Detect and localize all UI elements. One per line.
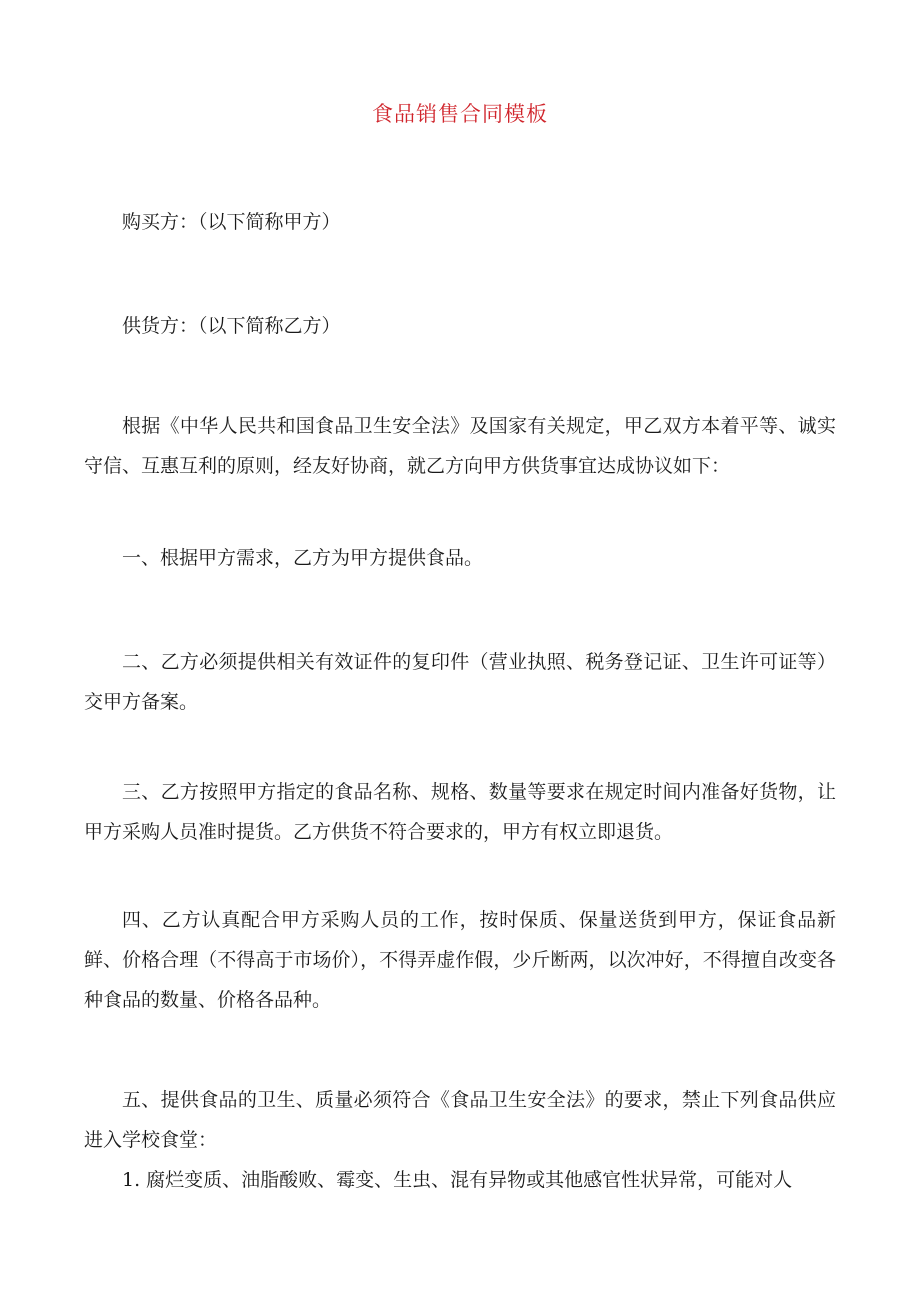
clause-3: 三、乙方按照甲方指定的食品名称、规格、数量等要求在规定时间内准备好货物，让甲方采购人员准时提货。乙方供货不符合要求的，甲方有权立即退货。 xyxy=(84,781,836,843)
buyer-line: 购买方：（以下简称甲方） xyxy=(122,211,341,233)
clause-5: 五、提供食品的卫生、质量必须符合《食品卫生安全法》的要求，禁止下列食品供应进入学校食堂： xyxy=(84,1089,836,1151)
clause-1: 一、根据甲方需求，乙方为甲方提供食品。 xyxy=(122,547,484,569)
clause-2: 二、乙方必须提供相关有效证件的复印件（营业执照、税务登记证、卫生许可证等）交甲方备案。 xyxy=(84,651,836,713)
document-title: 食品销售合同模板 xyxy=(372,102,548,126)
clause-5-item-1: 1. 腐烂变质、油脂酸败、霉变、生虫、混有异物或其他感官性状异常，可能对人 xyxy=(122,1169,793,1191)
clause-4: 四、乙方认真配合甲方采购人员的工作，按时保质、保量送货到甲方，保证食品新鲜、价格合理（不得高于市场价），不得弄虚作假，少斤断两，以次冲好，不得擅自改变各种食品的数量、价格各品种。 xyxy=(84,909,836,1011)
supplier-line: 供货方：（以下简称乙方） xyxy=(122,315,341,337)
intro-paragraph: 根据《中华人民共和国食品卫生安全法》及国家有关规定，甲乙双方本着平等、诚实守信、互惠互利的原则，经友好协商，就乙方向甲方供货事宜达成协议如下： xyxy=(84,415,836,477)
